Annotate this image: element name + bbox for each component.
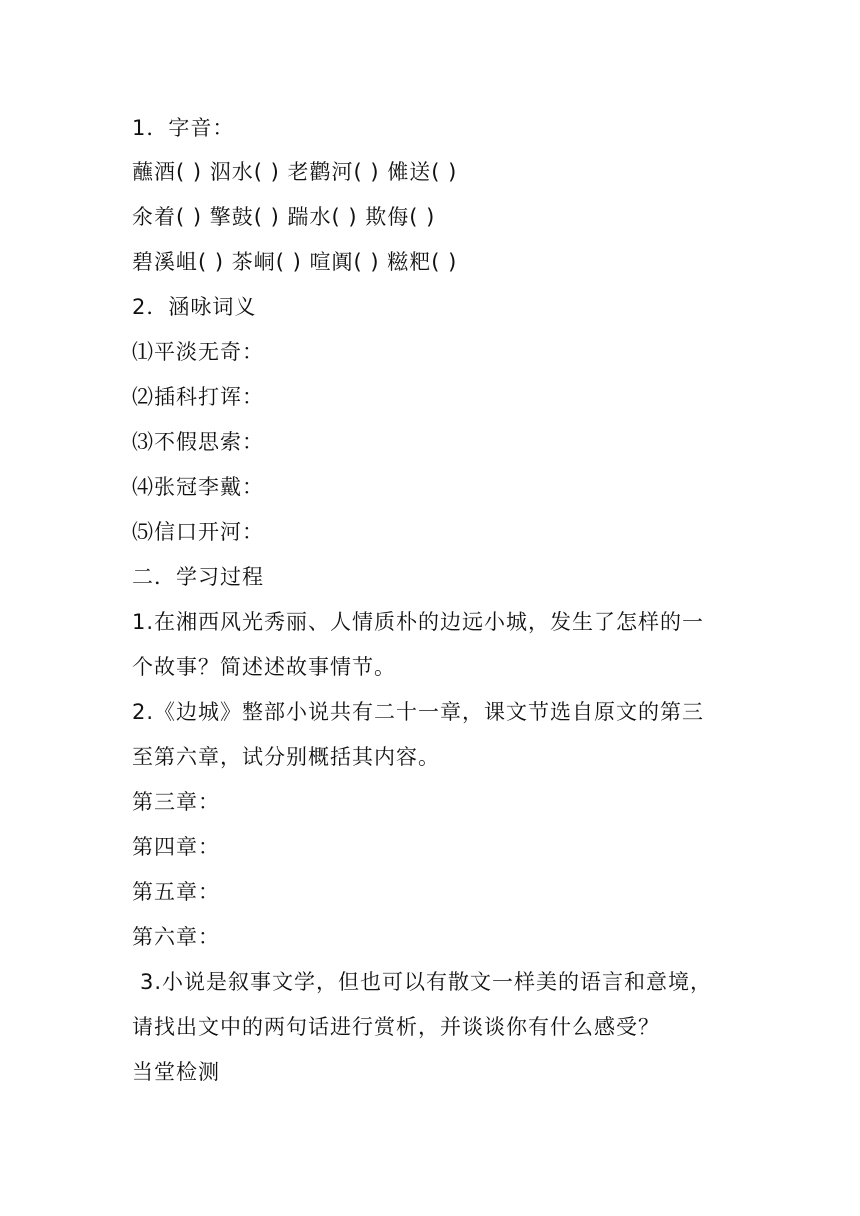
- question-2-line-2: 至第六章，试分别概括其内容。: [132, 745, 440, 769]
- chapter-6-label: 第六章：: [132, 925, 220, 949]
- vocabulary-item-4: ⑷张冠李戴：: [132, 475, 264, 499]
- chapter-5-label: 第五章：: [132, 880, 220, 904]
- question-1-line-1: 1.在湘西风光秀丽、人情质朴的边远小城，发生了怎样的一: [132, 610, 705, 634]
- question-3-line-1: 3.小说是叙事文学，但也可以有散文一样美的语言和意境，: [140, 970, 713, 994]
- vocabulary-item-3: ⑶不假思索：: [132, 430, 264, 454]
- section-in-class-test-heading: 当堂检测: [132, 1060, 220, 1084]
- pronunciation-row-3: 碧溪岨( ) 茶峒( ) 喧阗( ) 糍粑( ): [132, 250, 458, 274]
- section-vocabulary-heading: 2．涵咏词义: [132, 295, 257, 319]
- pronunciation-row-2: 氽着( ) 擎鼓( ) 踹水( ) 欺侮( ): [132, 205, 436, 229]
- section-learning-process-heading: 二．学习过程: [132, 565, 264, 589]
- chapter-3-label: 第三章：: [132, 790, 220, 814]
- pronunciation-row-1: 蘸酒( ) 泅水( ) 老鹳河( ) 傩送( ): [132, 160, 458, 184]
- question-3-line-2: 请找出文中的两句话进行赏析，并谈谈你有什么感受？: [132, 1015, 660, 1039]
- vocabulary-item-2: ⑵插科打诨：: [132, 385, 264, 409]
- vocabulary-item-1: ⑴平淡无奇：: [132, 340, 264, 364]
- vocabulary-item-5: ⑸信口开河：: [132, 520, 264, 544]
- section-pronunciation-heading: 1．字音：: [132, 116, 235, 140]
- question-1-line-2: 个故事？简述述故事情节。: [132, 655, 396, 679]
- chapter-4-label: 第四章：: [132, 835, 220, 859]
- question-2-line-1: 2.《边城》整部小说共有二十一章，课文节选自原文的第三: [132, 700, 705, 724]
